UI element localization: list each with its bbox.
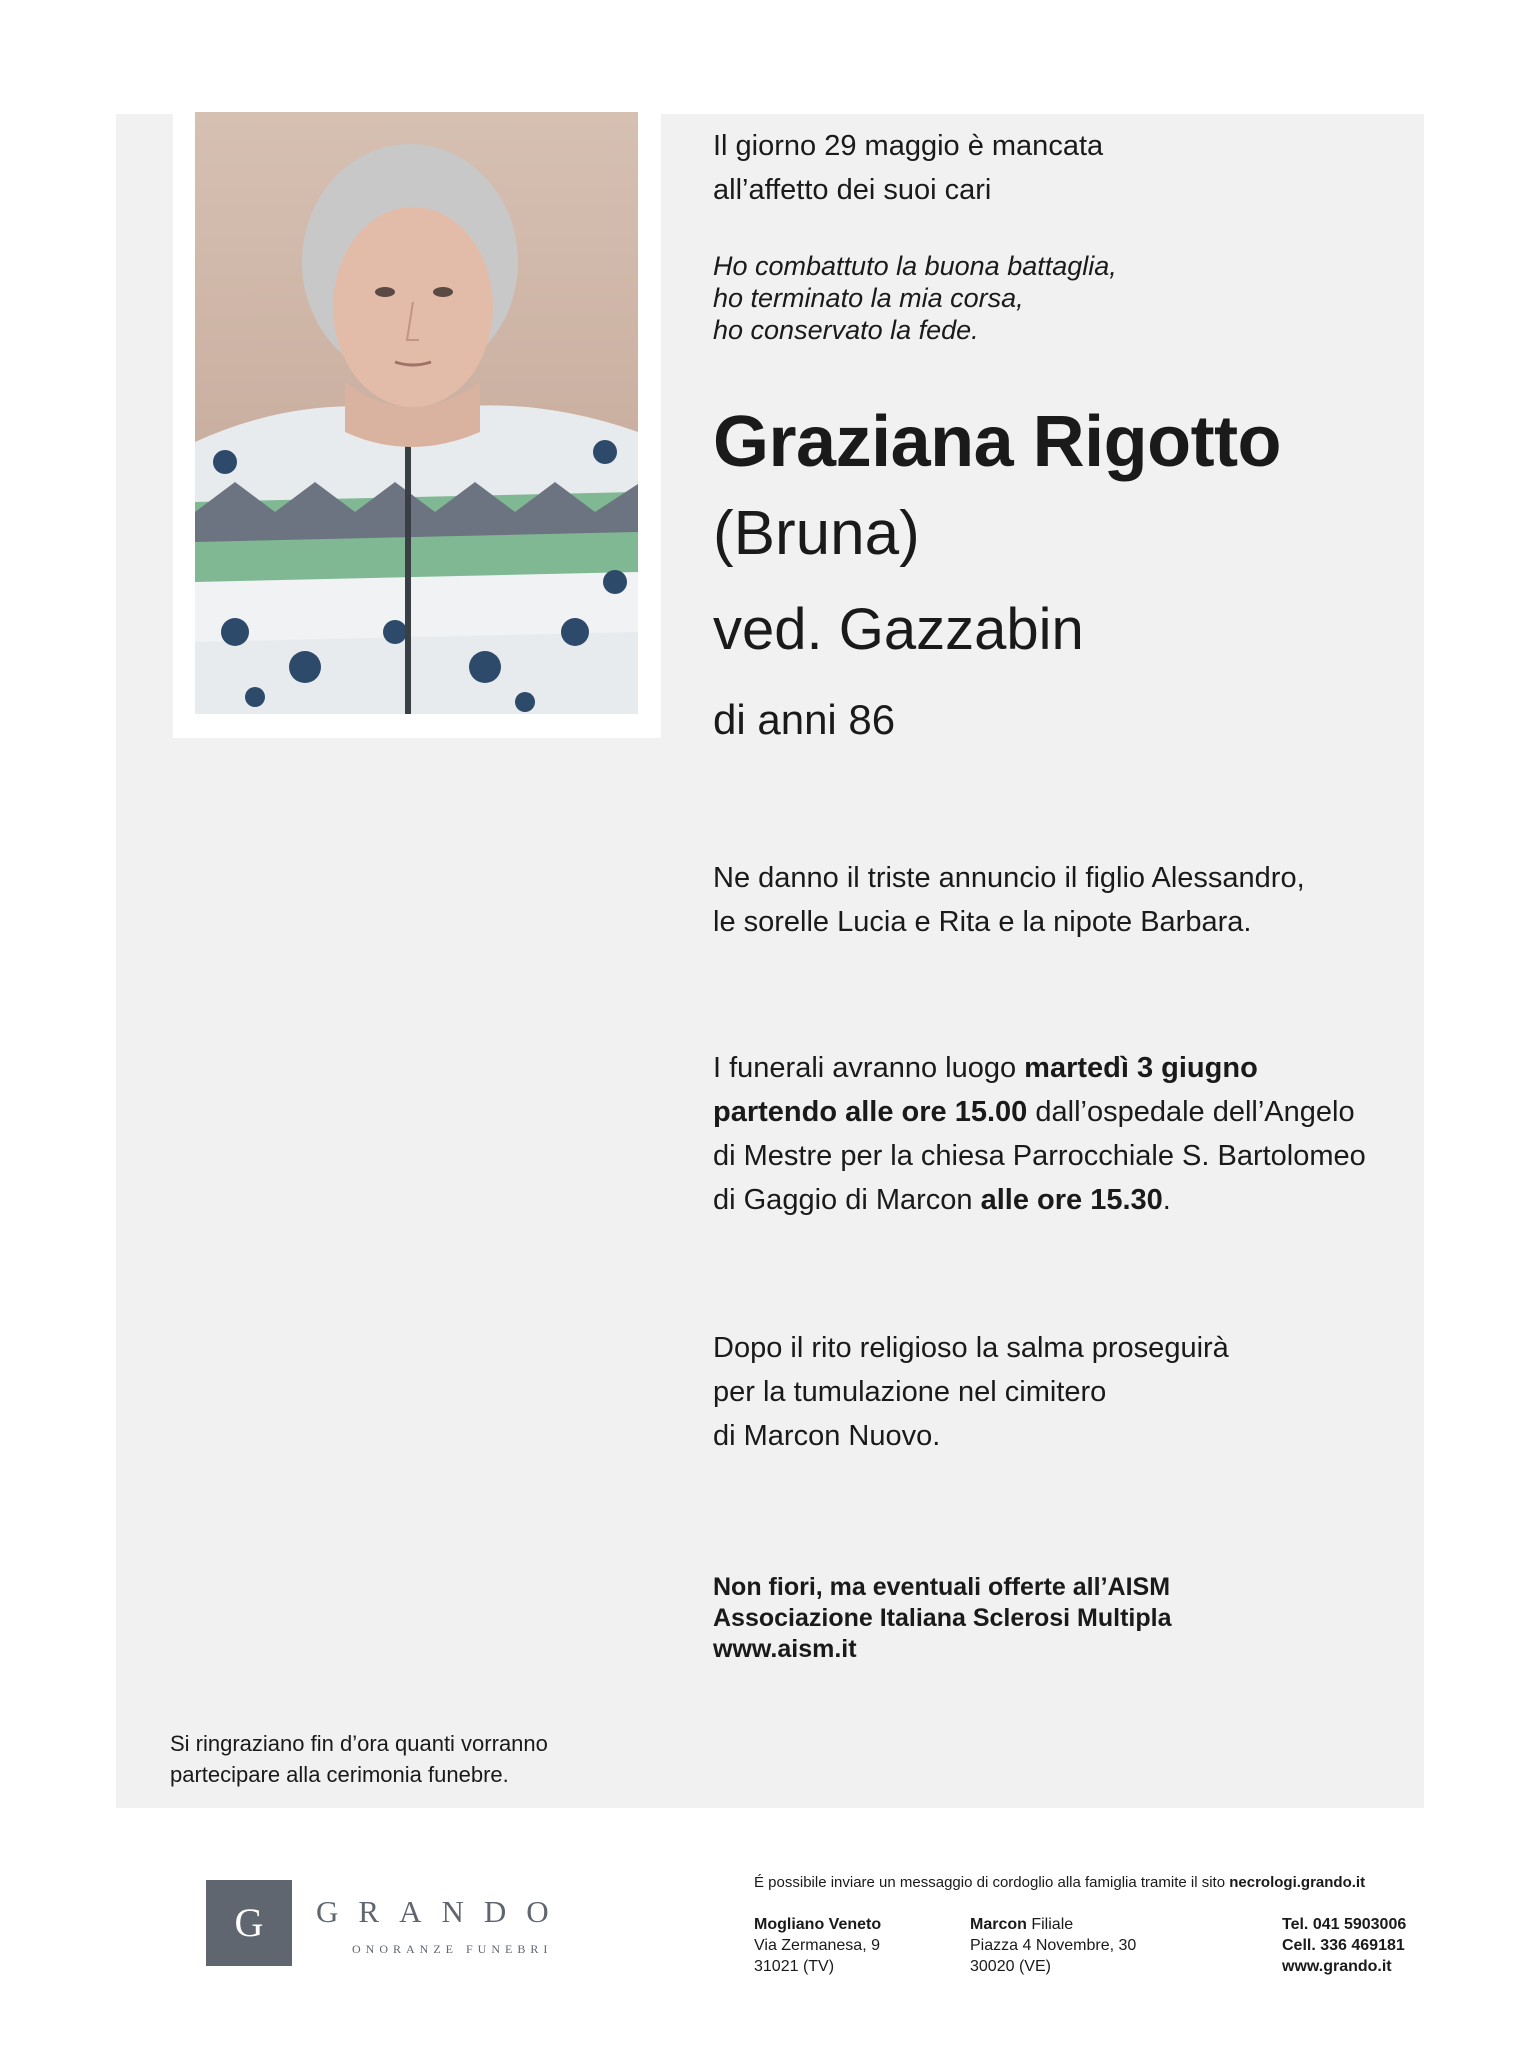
verse-line: ho terminato la mia corsa, bbox=[713, 283, 1024, 313]
portrait-photo bbox=[195, 112, 638, 714]
deceased-widow-of: ved. Gazzabin bbox=[713, 597, 1084, 662]
burial-line: di Marcon Nuovo. bbox=[713, 1420, 941, 1452]
funeral-details bbox=[713, 1046, 1366, 1222]
office-zip: 30020 (VE) bbox=[970, 1958, 1051, 1975]
funeral-line: di Gaggio di Marcon alle ore 15.30. bbox=[713, 1184, 1171, 1216]
verse-line: ho conservato la fede. bbox=[713, 315, 979, 345]
office-city: Mogliano Veneto bbox=[754, 1916, 882, 1933]
contact-cell[interactable]: Cell. 336 469181 bbox=[1282, 1937, 1405, 1954]
thanks-line: Si ringraziano fin d’ora quanti vorranno bbox=[170, 1731, 548, 1756]
portrait-frame bbox=[173, 112, 661, 738]
deceased-name: Graziana Rigotto bbox=[713, 402, 1282, 482]
office-street: Via Zermanesa, 9 bbox=[754, 1937, 880, 1954]
burial-line: Dopo il rito religioso la salma proseguirà bbox=[713, 1332, 1229, 1364]
contact-website[interactable]: www.grando.it bbox=[1282, 1958, 1392, 1975]
funeral-line: I funerali avranno luogo martedì 3 giugno bbox=[713, 1052, 1258, 1084]
grando-logo-subtitle: ONORANZE FUNEBRI bbox=[352, 1942, 553, 1956]
deceased-age: di anni 86 bbox=[713, 696, 896, 743]
burial-text bbox=[713, 1326, 1229, 1458]
condolence-note: É possibile inviare un messaggio di cordoglio alla famiglia tramite il sito necrologi.grando.it bbox=[754, 1874, 1366, 1891]
funeral-line: partendo alle ore 15.00 dall’ospedale dell’Angelo bbox=[713, 1096, 1355, 1128]
donation-note bbox=[713, 1572, 1171, 1665]
burial-line: per la tumulazione nel cimitero bbox=[713, 1376, 1107, 1408]
grando-logo-mark: G bbox=[206, 1880, 292, 1966]
announcement-text bbox=[713, 856, 1305, 944]
announcement-line: le sorelle Lucia e Rita e la nipote Barbara. bbox=[713, 906, 1252, 938]
office-city: Marcon bbox=[970, 1916, 1027, 1933]
verse-quote bbox=[713, 250, 1117, 346]
contacts bbox=[1282, 1914, 1406, 1977]
office-zip: 31021 (TV) bbox=[754, 1958, 835, 1975]
verse-line: Ho combattuto la buona battaglia, bbox=[713, 251, 1117, 281]
office-marcon bbox=[970, 1914, 1136, 1977]
office-street: Piazza 4 Novembre, 30 bbox=[970, 1937, 1137, 1954]
thanks-text bbox=[170, 1728, 548, 1790]
office-label: Filiale bbox=[1026, 1916, 1074, 1933]
donation-link[interactable]: www.aism.it bbox=[713, 1635, 857, 1663]
donation-line: Non fiori, ma eventuali offerte all’AISM bbox=[713, 1573, 1171, 1601]
office-mogliano bbox=[754, 1914, 881, 1977]
announcement-line: Ne danno il triste annuncio il figlio Alessandro, bbox=[713, 862, 1305, 894]
grando-logo-name: GRANDO bbox=[316, 1894, 569, 1929]
donation-line: Associazione Italiana Sclerosi Multipla bbox=[713, 1604, 1172, 1632]
funeral-line: di Mestre per la chiesa Parrocchiale S. Bartolomeo bbox=[713, 1140, 1366, 1172]
thanks-line: partecipare alla cerimonia funebre. bbox=[170, 1762, 509, 1787]
intro-line: Il giorno 29 maggio è mancata bbox=[713, 130, 1104, 162]
intro-text bbox=[713, 124, 1103, 212]
contact-tel[interactable]: Tel. 041 5903006 bbox=[1282, 1916, 1407, 1933]
condolence-site-link[interactable]: necrologi.grando.it bbox=[1229, 1874, 1366, 1891]
deceased-nickname: (Bruna) bbox=[713, 499, 920, 568]
intro-line: all’affetto dei suoi cari bbox=[713, 174, 992, 206]
